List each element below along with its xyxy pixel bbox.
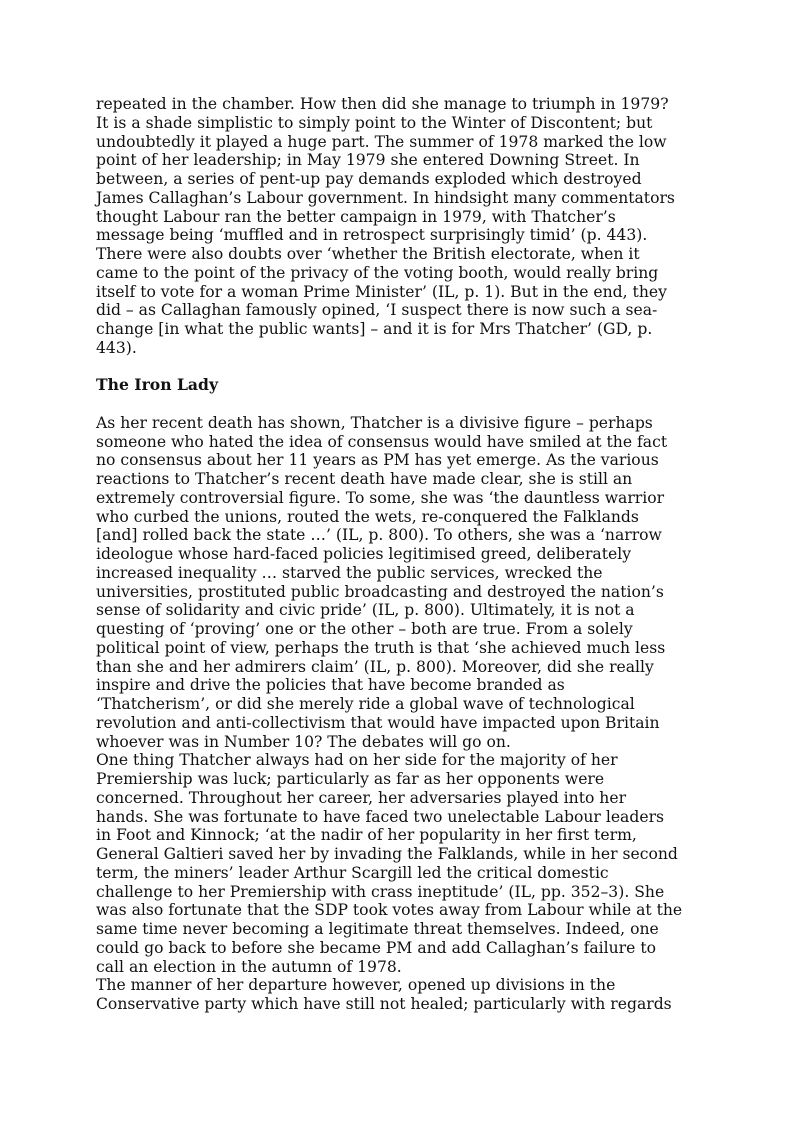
text-line: call an election in the autumn of 1978. xyxy=(96,957,402,976)
text-line: sense of solidarity and civic pride’ (IL, p. 800). Ultimately, it is not a xyxy=(96,601,635,620)
text-line: ‘Thatcherism’, or did she merely ride a global wave of technological xyxy=(96,695,635,713)
text-line: same time never becoming a legitimate threat themselves. Indeed, one xyxy=(96,920,659,938)
text-line: inspire and drive the policies that have become branded as xyxy=(96,676,565,695)
document-page xyxy=(96,95,708,1014)
text-line: extremely controversial figure. To some, she was ‘the dauntless warrior xyxy=(96,488,665,507)
text-line: itself to vote for a woman Prime Minister’ (IL, p. 1). But in the end, they xyxy=(96,282,667,301)
text-line: There were also doubts over ‘whether the British electorate, when it xyxy=(96,245,640,263)
text-line: reactions to Thatcher’s recent death have made clear, she is still an xyxy=(96,470,633,488)
text-line: James Callaghan’s Labour government. In hindsight many commentators xyxy=(96,188,675,207)
text-line: Premiership was luck; particularly as far as her opponents were xyxy=(96,770,605,788)
text-line: in Foot and Kinnock; ‘at the nadir of her popularity in her first term, xyxy=(96,826,637,845)
text-line: concerned. Throughout her career, her adversaries played into her xyxy=(96,788,627,807)
text-line: As her recent death has shown, Thatcher is a divisive figure – perhaps xyxy=(96,413,653,432)
paragraph-spacer xyxy=(96,358,708,377)
text-line: revolution and anti-collectivism that would have impacted upon Britain xyxy=(96,713,660,732)
paragraph-divisive-figure xyxy=(96,414,708,752)
text-line: whoever was in Number 10? The debates will go on. xyxy=(96,732,511,751)
text-line: General Galtieri saved her by invading the Falklands, while in her second xyxy=(96,845,678,863)
text-line: thought Labour ran the better campaign in 1979, with Thatcher’s xyxy=(96,207,616,226)
text-line: than she and her admirers claim’ (IL, p. 800). Moreover, did she really xyxy=(96,657,654,676)
text-line: term, the miners’ leader Arthur Scargill led the critical domestic xyxy=(96,863,609,882)
text-line: One thing Thatcher always had on her side for the majority of her xyxy=(96,751,618,770)
text-line: increased inequality … starved the public services, wrecked the xyxy=(96,563,603,582)
text-line: who curbed the unions, routed the wets, re-conquered the Falklands xyxy=(96,507,639,526)
text-line: questing of ‘proving’ one or the other – both are true. From a solely xyxy=(96,620,633,638)
text-line: The manner of her departure however, opened up divisions in the xyxy=(96,976,616,995)
text-line: ideologue whose hard-faced policies legitimised greed, deliberately xyxy=(96,545,632,563)
paragraph-winter-of-discontent xyxy=(96,95,708,358)
text-line: came to the point of the privacy of the voting booth, would really bring xyxy=(96,263,659,282)
paragraph-departure xyxy=(96,976,708,1014)
text-line: repeated in the chamber. How then did she manage to triumph in 1979? xyxy=(96,95,669,113)
text-line: 443). xyxy=(96,338,137,357)
paragraph-spacer xyxy=(96,395,708,414)
paragraph-luck xyxy=(96,751,708,976)
text-line: challenge to her Premiership with crass ineptitude’ (IL, pp. 352–3). She xyxy=(96,882,665,901)
text-line: political point of view, perhaps the truth is that ‘she achieved much less xyxy=(96,638,666,657)
text-line: universities, prostituted public broadcasting and destroyed the nation’s xyxy=(96,582,664,601)
text-line: message being ‘muffled and in retrospect surprisingly timid’ (p. 443). xyxy=(96,226,648,245)
text-line: point of her leadership; in May 1979 she entered Downing Street. In xyxy=(96,151,640,170)
text-line: Conservative party which have still not healed; particularly with regards xyxy=(96,995,672,1013)
text-line: no consensus about her 11 years as PM has yet emerge. As the various xyxy=(96,451,659,470)
text-line: could go back to before she became PM and add Callaghan’s failure to xyxy=(96,938,656,957)
text-line: [and] rolled back the state …’ (IL, p. 800). To others, she was a ‘narrow xyxy=(96,526,662,545)
text-line: between, a series of pent-up pay demands exploded which destroyed xyxy=(96,170,642,188)
section-heading: The Iron Lady xyxy=(96,375,219,395)
text-line: hands. She was fortunate to have faced two unelectable Labour leaders xyxy=(96,807,665,826)
text-line: change [in what the public wants] – and it is for Mrs Thatcher’ (GD, p. xyxy=(96,320,653,338)
text-line: did – as Callaghan famously opined, ‘I suspect there is now such a sea- xyxy=(96,301,658,320)
text-line: It is a shade simplistic to simply point to the Winter of Discontent; but xyxy=(96,113,653,132)
text-line: undoubtedly it played a huge part. The summer of 1978 marked the low xyxy=(96,132,667,151)
text-line: was also fortunate that the SDP took votes away from Labour while at the xyxy=(96,901,683,920)
text-line: someone who hated the idea of consensus would have smiled at the fact xyxy=(96,432,668,451)
